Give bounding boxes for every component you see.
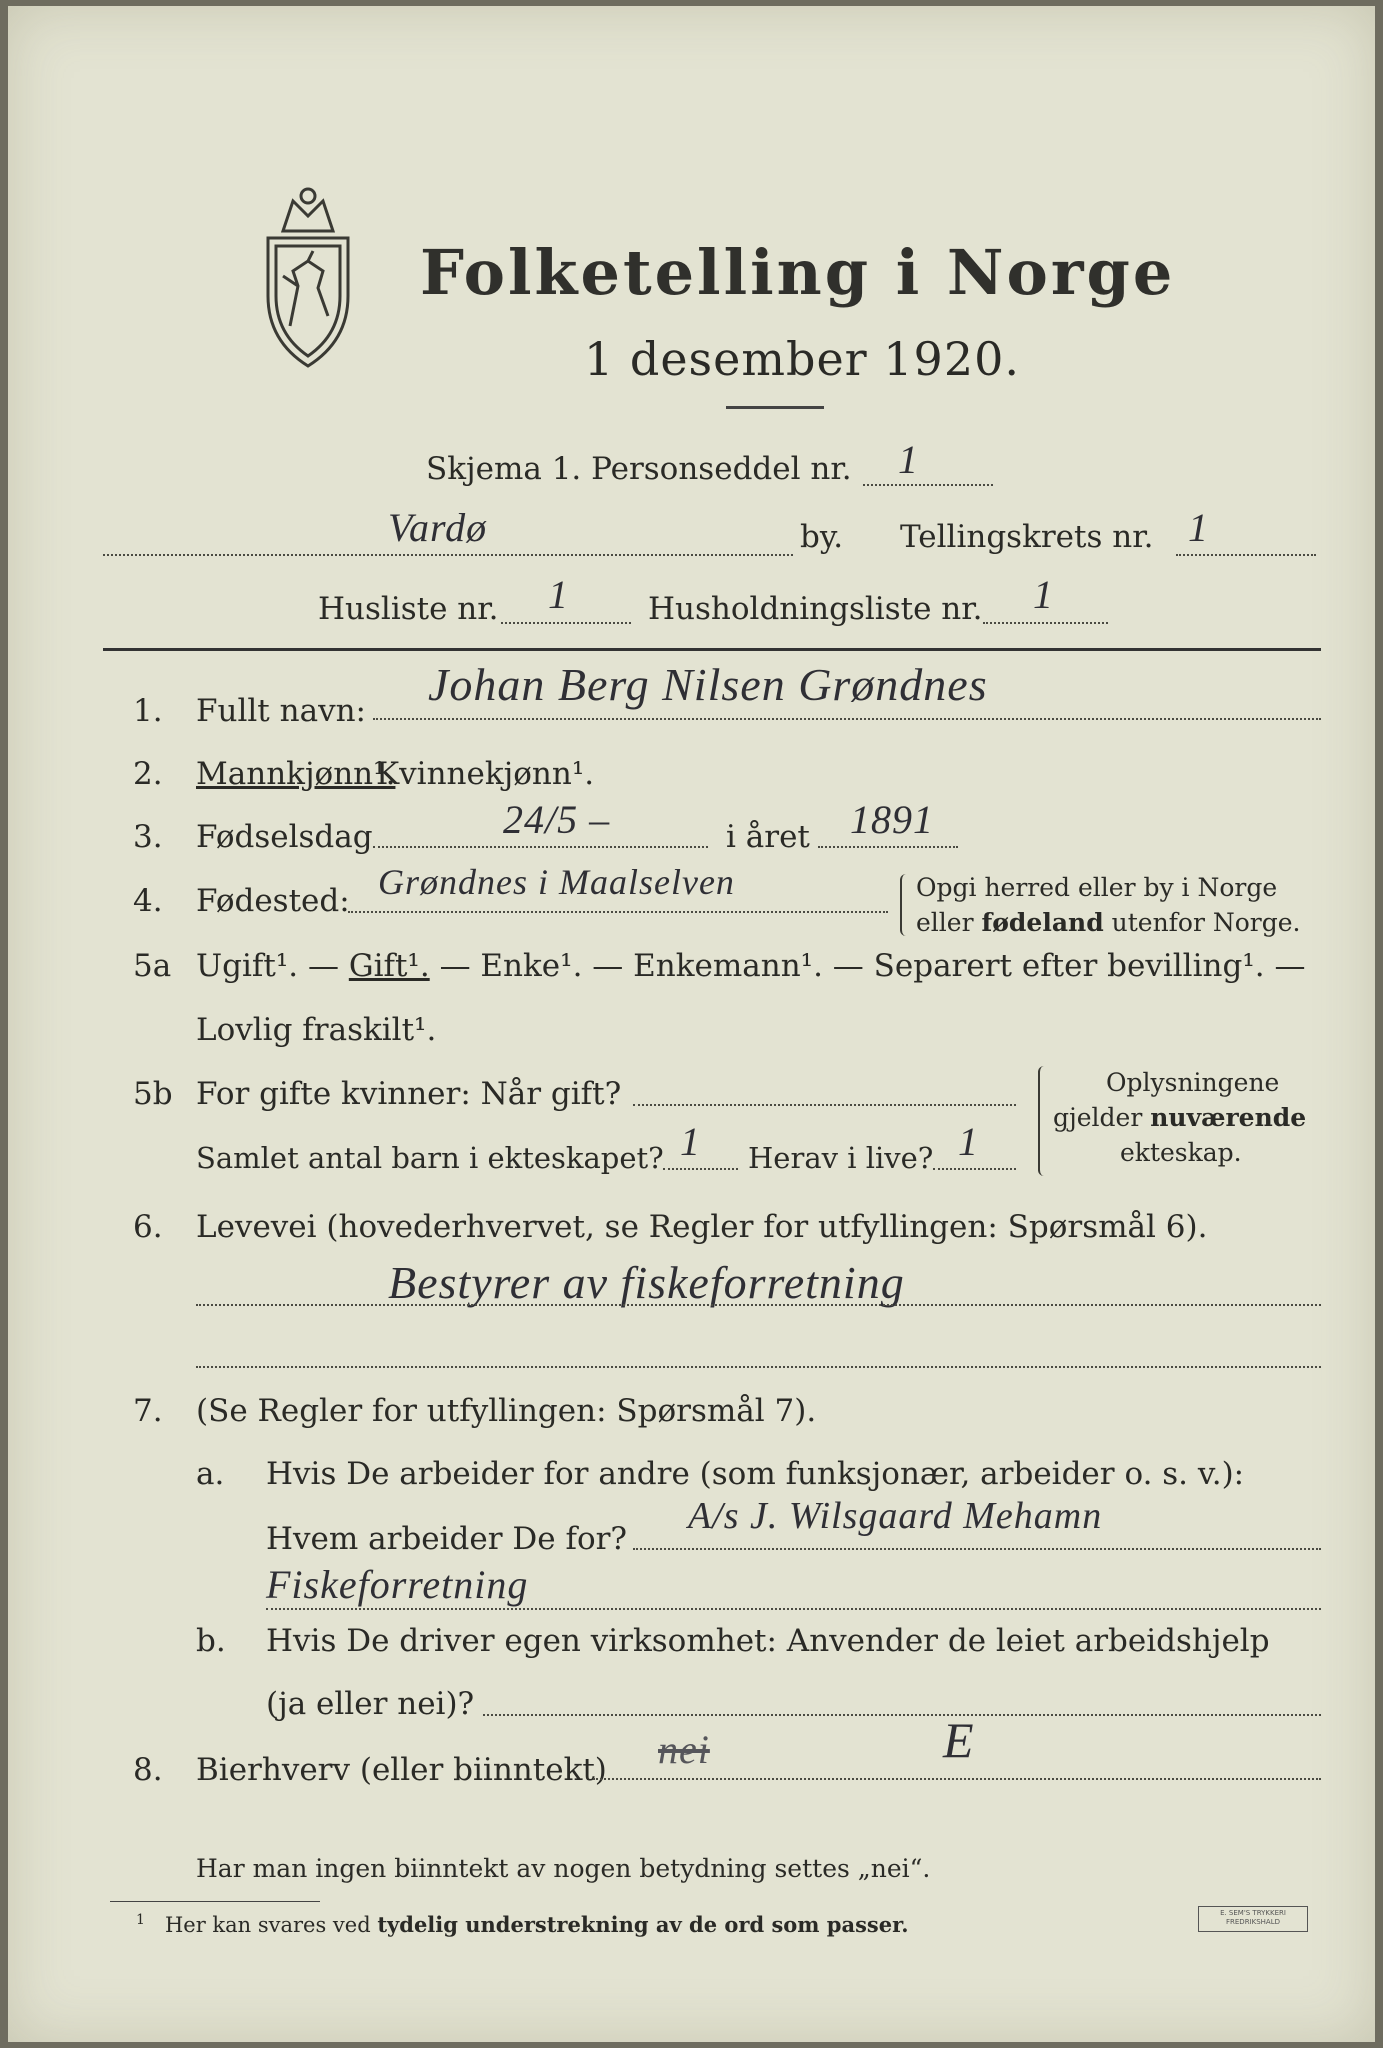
q5b-note-bold: nuværende: [1150, 1103, 1307, 1132]
q5b-barn-value[interactable]: 1: [680, 1119, 701, 1164]
q5b-barn-label: Samlet antal barn i ekteskapet?: [196, 1141, 664, 1175]
husholdningsliste-label: Husholdningsliste nr.: [648, 591, 983, 627]
by-label: by.: [800, 519, 844, 555]
q7a-text: Hvis De arbeider for andre (som funksjonær, arbeider o. s. v.):: [266, 1456, 1245, 1492]
q5b-live-value[interactable]: 1: [958, 1119, 979, 1164]
city-value[interactable]: Vardø: [388, 505, 488, 550]
husliste-value[interactable]: 1: [548, 572, 569, 617]
q5b-label: For gifte kvinner: Når gift?: [196, 1076, 622, 1112]
q4-note-bracket: [900, 874, 910, 936]
q5b-note-line2: [1053, 1103, 1306, 1132]
q2-female-option[interactable]: Kvinnekjønn¹.: [376, 756, 595, 792]
q4-value[interactable]: Grøndnes i Maalselven: [378, 862, 735, 902]
husholdningsliste-line: [983, 622, 1108, 624]
q3-year-line: [818, 846, 958, 848]
q5a-number: 5a: [133, 948, 172, 984]
q5b-note-pre: gjelder: [1053, 1103, 1143, 1132]
printer-stamp-line1: E. SEM'S TRYKKERI: [1220, 1909, 1286, 1917]
q7a-hvem-label: Hvem arbeider De for?: [266, 1521, 628, 1557]
q7b-answer-line: [483, 1714, 1321, 1716]
q8-line: [593, 1778, 1321, 1780]
printer-stamp-line2: FREDRIKSHALD: [1225, 1918, 1280, 1926]
q1-line: [373, 718, 1321, 720]
q7a-line-2: [266, 1608, 1321, 1610]
husliste-label: Husliste nr.: [318, 591, 499, 627]
q5a-other-options[interactable]: — Enke¹. — Enkemann¹. — Separert efter bevilling¹. —: [439, 948, 1306, 984]
q5b-number: 5b: [133, 1076, 173, 1112]
q7a-value-2[interactable]: Fiskeforretning: [266, 1562, 529, 1607]
q7-label: (Se Regler for utfyllingen: Spørsmål 7).: [196, 1393, 817, 1429]
q8-number: 8.: [133, 1752, 163, 1788]
q5a-ugift-option[interactable]: Ugift¹. —: [196, 948, 339, 984]
q6-line-1: [196, 1304, 1321, 1306]
q3-year-label: i året: [726, 819, 810, 855]
q1-value[interactable]: Johan Berg Nilsen Grøndnes: [428, 659, 988, 710]
q5b-note-bracket: [1038, 1066, 1048, 1176]
q5b-when-line: [633, 1104, 1016, 1106]
tellingskrets-label: Tellingskrets nr.: [900, 519, 1154, 555]
q1-number: 1.: [133, 693, 163, 729]
q5b-note-line3: ekteskap.: [1120, 1138, 1242, 1167]
q7b-letter: b.: [196, 1623, 226, 1659]
coat-of-arms-icon: [248, 176, 368, 380]
q5a-options: [196, 948, 1305, 984]
q4-line: [348, 911, 888, 913]
q2-number: 2.: [133, 756, 163, 792]
q5b-barn-line: [663, 1168, 738, 1170]
q8-mark-value[interactable]: E: [943, 1712, 975, 1768]
q3-label: Fødselsdag: [196, 819, 373, 855]
q1-label: Fullt navn:: [196, 693, 366, 729]
q5a-fraskilt-option[interactable]: Lovlig fraskilt¹.: [196, 1012, 437, 1048]
footnote-divider: [110, 1901, 320, 1902]
q3-number: 3.: [133, 819, 163, 855]
q6-line-2: [196, 1366, 1321, 1368]
q6-value[interactable]: Bestyrer av fiskeforretning: [388, 1257, 905, 1308]
q6-label: Levevei (hovederhvervet, se Regler for utfyllingen: Spørsmål 6).: [196, 1209, 1208, 1245]
city-line: [103, 554, 793, 556]
q8-label: Bierhverv (eller biinntekt): [196, 1752, 607, 1788]
tellingskrets-line: [1176, 554, 1316, 556]
footnote-number: 1: [136, 1912, 145, 1928]
printer-stamp: [1198, 1906, 1308, 1932]
q3-day-line: [373, 846, 708, 848]
q3-year-value[interactable]: 1891: [850, 797, 934, 842]
q4-label: Fødested:: [196, 883, 350, 919]
q4-number: 4.: [133, 883, 163, 919]
q5b-note-line1: Oplysningene: [1106, 1068, 1280, 1097]
skjema-line: [863, 484, 993, 486]
q4-note-post: utenfor Norge.: [1111, 908, 1301, 937]
skjema-value[interactable]: 1: [898, 437, 919, 482]
footnote-pre: Her kan svares ved: [164, 1913, 371, 1937]
skjema-label: Skjema 1. Personseddel nr.: [426, 451, 852, 487]
q4-note-line2: [916, 908, 1301, 937]
q7a-value-1[interactable]: A/s J. Wilsgaard Mehamn: [688, 1495, 1103, 1537]
q7-number: 7.: [133, 1393, 163, 1429]
tellingskrets-value[interactable]: 1: [1188, 505, 1209, 550]
q5b-live-line: [933, 1168, 1016, 1170]
footnote: [136, 1912, 909, 1937]
husliste-line: [501, 622, 631, 624]
q7a-letter: a.: [196, 1456, 225, 1492]
census-form-sheet: [8, 6, 1375, 2042]
q6-number: 6.: [133, 1209, 163, 1245]
footer-note: Har man ingen biinntekt av nogen betydning settes „nei“.: [196, 1854, 931, 1883]
q7a-line-1: [633, 1548, 1321, 1550]
q5a-gift-option[interactable]: Gift¹.: [348, 948, 430, 984]
q7b-line2: (ja eller nei)?: [266, 1686, 475, 1722]
q4-note-bold: fødeland: [981, 908, 1104, 937]
q3-day-value[interactable]: 24/5 –: [503, 797, 611, 842]
form-title: Folketelling i Norge: [420, 236, 1176, 309]
q4-note-line1: Opgi herred eller by i Norge: [916, 873, 1278, 902]
header-separator: [103, 648, 1321, 651]
title-divider: [726, 406, 824, 409]
census-date: 1 desember 1920.: [584, 332, 1020, 386]
footnote-bold: tydelig understrekning av de ord som passer.: [377, 1912, 909, 1937]
husholdningsliste-value[interactable]: 1: [1033, 572, 1054, 617]
q7b-text: Hvis De driver egen virksomhet: Anvender de leiet arbeidshjelp: [266, 1623, 1270, 1659]
q4-note-pre: eller: [916, 908, 974, 937]
q2-male-option[interactable]: Mannkjønn¹.: [196, 756, 396, 792]
q5b-live-label: Herav i live?: [748, 1141, 934, 1175]
q8-struck-value[interactable]: nei: [658, 1727, 710, 1772]
